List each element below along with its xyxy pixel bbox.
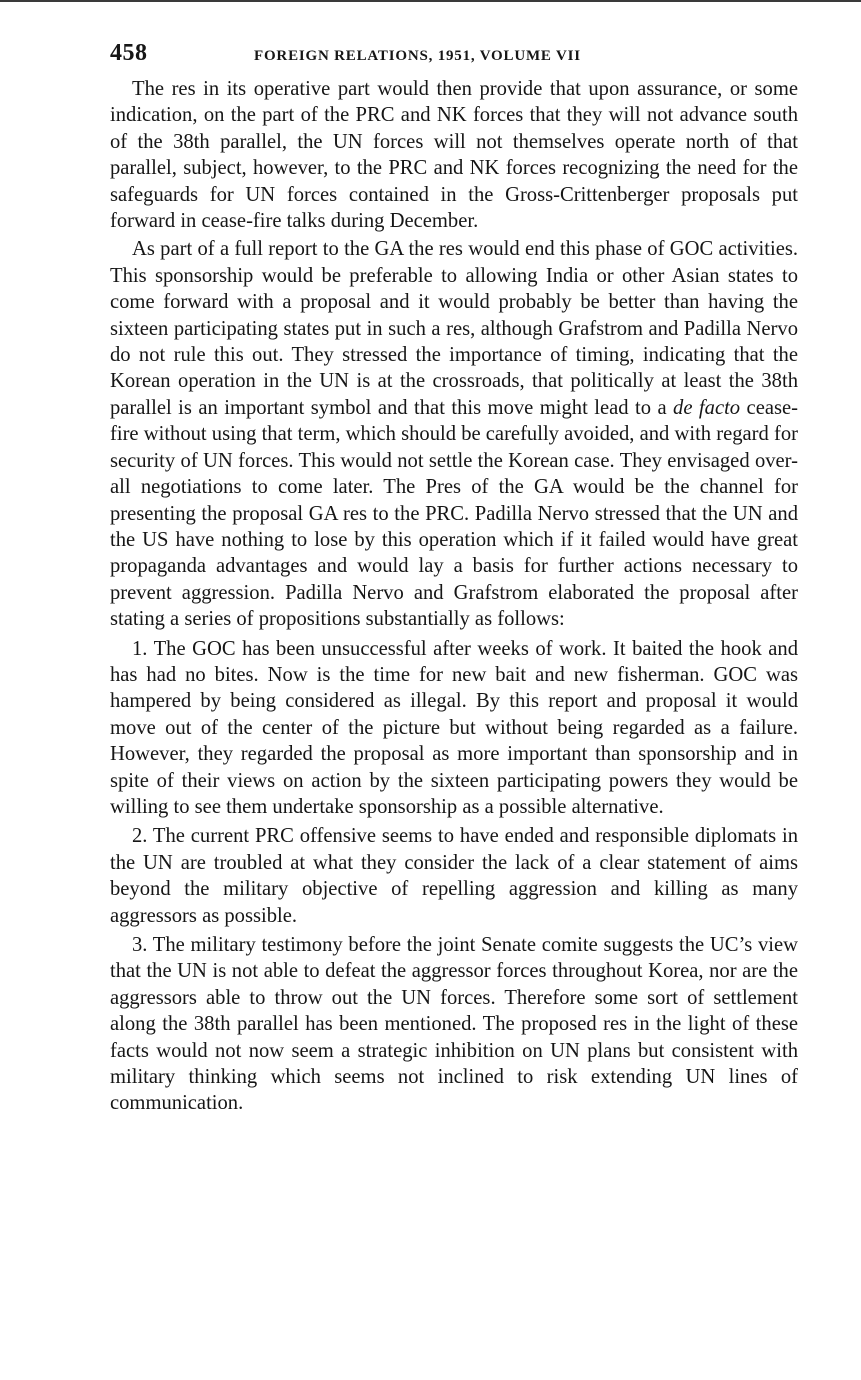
- paragraph-report-to-ga: [110, 236, 798, 632]
- numbered-item-1: 1. The GOC has been unsuccessful after weeks of work. It baited the hook and has had no bites. Now is the time for new bait and new fisherman. GOC was hampered by being considered as illegal. By this report and proposal it would move out of the center of the picture but without being regarded as a failure. However, they regarded the proposal as more important than sponsorship and in spite of their views on action by the sixteen participating powers they would be willing to see them undertake sponsorship as a possible alternative.: [110, 637, 798, 818]
- numbered-item-3: 3. The military testimony before the joint Senate comite suggests the UC’s view that the UN is not able to defeat the aggressor forces throughout Korea, nor are the aggressors able to throw out the UN forces. Therefore some sort of settlement along the 38th parallel has been mentioned. The proposed res in the light of these facts would not now seem a strategic inhibition on UN plans but consistent with military thinking which seems not inclined to risk extending UN lines of communication.: [110, 934, 798, 1115]
- body-text: [110, 76, 798, 1117]
- document-page: [110, 40, 798, 1117]
- paragraph-operative-part: The res in its operative part would then provide that upon assurance, or some indication, on the part of the PRC and NK forces that they will not advance south of the 38th parallel, the UN forces will not themselves operate north of that parallel, subject, however, to the PRC and NK forces recognizing the need for the safeguards for UN forces contained in the Gross-Crittenberger proposals put forward in cease-fire talks during December.: [110, 78, 798, 233]
- running-title: FOREIGN RELATIONS, 1951, VOLUME VII: [254, 48, 581, 64]
- page-number: 458: [110, 40, 148, 66]
- top-border-rule: [0, 0, 861, 2]
- paragraph-text-part-1: As part of a full report to the GA the res would end this phase of GOC activities. This sponsorship would be preferable to allowing India or other Asian states to come forward with a proposal and it would probably be better than having the sixteen participating states put in such a res, although Grafstrom and Padilla Nervo do not rule this out. They stressed the importance of timing, indicating that the Korean operation in the UN is at the crossroads, that politically at least the 38th parallel is an important symbol and that this move might lead to a: [110, 238, 798, 419]
- paragraph-text-part-2: cease-fire without using that term, which should be carefully avoided, and with regard for security of UN forces. This would not settle the Korean case. They envisaged over-all negotiations to come later. The Pres of the GA would be the channel for presenting the proposal GA res to the PRC. Padilla Nervo stressed that the UN and the US have nothing to lose by this operation which if it failed would have great propaganda advantages and would lay a basis for further actions necessary to prevent aggression. Padilla Nervo and Grafstrom elaborated the proposal after stating a series of propositions substantially as follows:: [110, 396, 798, 631]
- italic-term: de facto: [673, 396, 741, 419]
- numbered-item-2: 2. The current PRC offensive seems to have ended and responsible diplomats in the UN are troubled at what they consider the lack of a clear statement of aims beyond the military objective of repelling aggression and killing as many aggressors as possible.: [110, 825, 798, 927]
- running-header: [110, 40, 798, 76]
